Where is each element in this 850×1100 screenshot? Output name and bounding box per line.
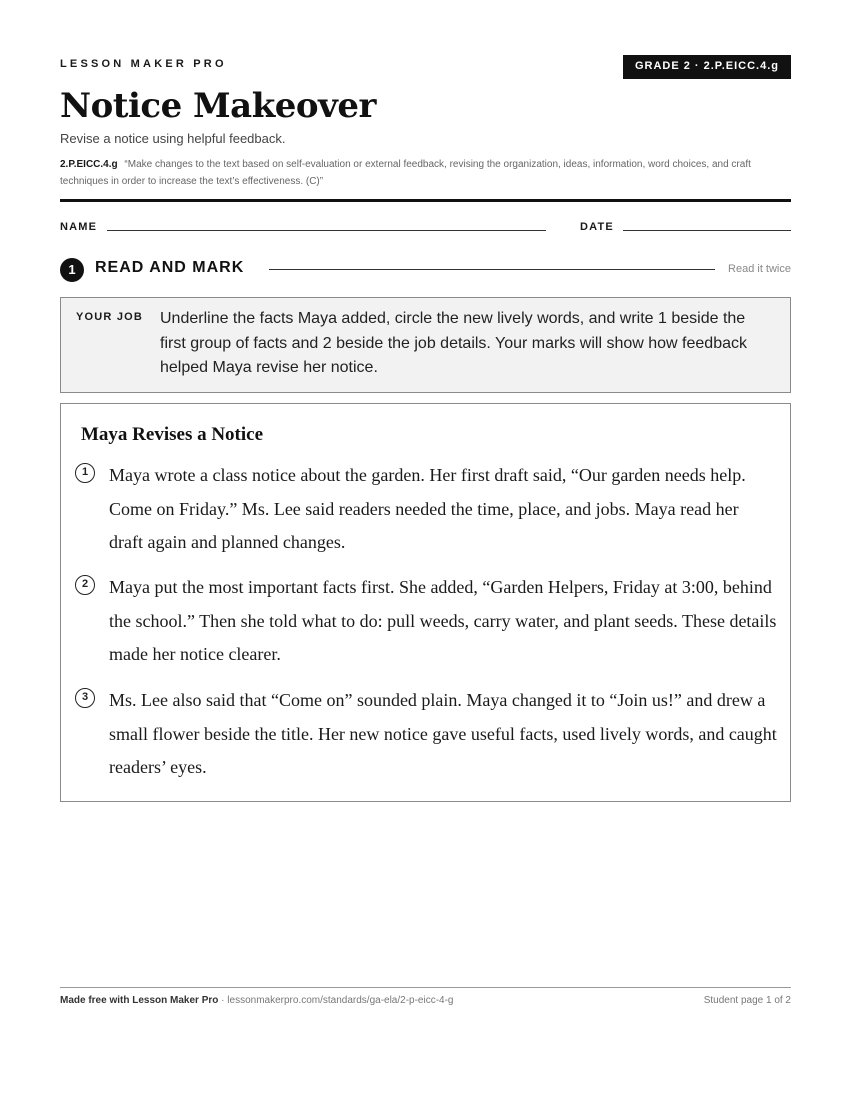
job-instructions-box: [60, 297, 791, 393]
paragraph-text: Ms. Lee also said that “Come on” sounded plain. Maya changed it to “Join us!” and drew a small flower beside the title. Her new notice gave useful facts, used lively words, and caught readers’ eyes.: [109, 690, 777, 777]
reading-passage-box: [60, 403, 791, 802]
page-subtitle: Revise a notice using helpful feedback.: [60, 131, 286, 146]
footer-url-link[interactable]: lessonmakerpro.com/standards/ga-ela/2-p-eicc-4-g: [227, 995, 454, 1006]
section-number-badge: 1: [60, 258, 84, 282]
page-title: Notice Makeover: [60, 86, 376, 126]
brand-name: LESSON MAKER PRO: [60, 58, 227, 70]
footer-separator: ·: [218, 995, 228, 1006]
paragraph-number: 2: [75, 575, 95, 595]
job-text: Underline the facts Maya added, circle the new lively words, and write 1 beside the first group of facts and 2 beside the job details. Your marks will show how feedback helped Maya revise her notice.: [160, 310, 747, 376]
paragraph-number: 1: [75, 463, 95, 483]
footer-divider: [60, 987, 791, 988]
footer-made-with: Made free with Lesson Maker Pro: [60, 995, 219, 1006]
section-divider: [269, 269, 715, 270]
standard-description: [60, 156, 791, 190]
name-label: NAME: [60, 221, 98, 233]
footer-credit: [60, 995, 454, 1006]
section-title: READ AND MARK: [95, 259, 245, 276]
date-field[interactable]: [623, 230, 791, 231]
worksheet-page: [60, 0, 791, 1100]
job-label: YOUR JOB: [76, 311, 144, 323]
grade-badge: GRADE 2 · 2.P.EICC.4.g: [623, 55, 791, 79]
header-divider: [60, 199, 791, 202]
section-note: Read it twice: [728, 263, 791, 275]
paragraph-text: Maya put the most important facts first. She added, “Garden Helpers, Friday at 3:00, behind the school.” Then she told what to do: pull weeds, carry water, and plant seeds. These details made her notice clearer.: [109, 577, 777, 664]
footer-page-number: Student page 1 of 2: [703, 995, 791, 1006]
standard-text: “Make changes to the text based on self-evaluation or external feedback, revising the organization, ideas, information, word choices, and craft techniques in order to increase the text’s effectiveness. (C)”: [60, 159, 751, 187]
standard-code: 2.P.EICC.4.g: [60, 159, 118, 170]
paragraph-text: Maya wrote a class notice about the garden. Her first draft said, “Our garden needs help. Come on Friday.” Ms. Lee said readers needed the time, place, and jobs. Maya read her draft again and planned changes.: [109, 465, 746, 552]
date-label: DATE: [580, 221, 614, 233]
paragraph-number: 3: [75, 688, 95, 708]
name-field[interactable]: [107, 230, 546, 231]
passage-title: Maya Revises a Notice: [81, 424, 264, 445]
